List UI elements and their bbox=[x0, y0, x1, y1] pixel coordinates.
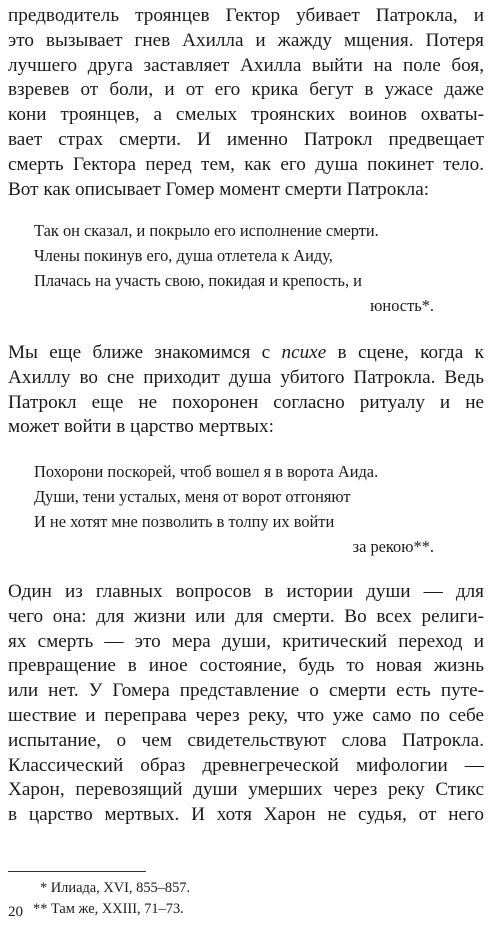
footnote-1: * Илиада, XVI, 855–857. bbox=[40, 880, 191, 896]
text-line: ях смерть — это мера души, критический переход и bbox=[8, 630, 484, 652]
paragraph-1 bbox=[8, 4, 484, 202]
verse-line: Души, тени усталых, меня от ворот отгоняют bbox=[34, 487, 351, 506]
text-line: испытание, о чем свидетельствуют слова Патрокла. bbox=[8, 729, 484, 751]
text-line: взревев от боли, и от его крика бегут в ужасе даже bbox=[8, 79, 484, 101]
footnote-divider bbox=[8, 871, 146, 872]
text-line: превращение в иное состояние, будь то новая жизнь bbox=[8, 655, 484, 677]
paragraph-2 bbox=[8, 341, 484, 440]
text-line: лучшего друга заставляет Ахилла выйти на поле боя, bbox=[8, 54, 484, 76]
page-number: 20 bbox=[8, 904, 23, 920]
paragraph-3 bbox=[8, 580, 484, 828]
text-line: предводитель троянцев Гектор убивает Патрокла, и bbox=[8, 5, 484, 26]
footnote-2: ** Там же, XXIII, 71–73. bbox=[33, 901, 184, 917]
verse-line: Похорони поскорей, чтоб вошел я в ворота Аида. bbox=[34, 462, 379, 481]
text-span: Мы еще ближе знакомимся с bbox=[8, 342, 282, 363]
text-span: в сцене, когда к bbox=[326, 342, 484, 363]
verse-line: Члены покинув его, душа отлетела к Аиду, bbox=[34, 246, 333, 265]
text-line: может войти в царство мертвых: bbox=[8, 416, 274, 438]
text-line: Вот как описывает Гомер момент смерти Патрокла: bbox=[8, 178, 430, 200]
text-line: или нет. У Гомера представление о смерти есть путе- bbox=[8, 680, 484, 702]
verse-line: Так он сказал, и покрыло его исполнение смерти. bbox=[34, 221, 379, 240]
text-line: Харон, перевозящий души умерших через реку Стикс bbox=[8, 779, 484, 801]
verse-line-end: юность*. bbox=[370, 296, 434, 315]
verse-quote-2 bbox=[34, 459, 434, 559]
text-line: Классический образ древнегреческой мифологии — bbox=[8, 754, 484, 776]
verse-line-end: за рекою**. bbox=[352, 537, 434, 556]
verse-quote-1 bbox=[34, 218, 434, 318]
verse-line: Плачась на участь свою, покидая и крепость, и bbox=[34, 271, 362, 290]
italic-term: психе bbox=[281, 342, 327, 363]
text-line: Патрокл еще не похоронен согласно ритуалу и не bbox=[8, 391, 484, 413]
text-line: кони троянцев, а смелых троянских воинов охваты- bbox=[8, 104, 484, 126]
verse-line: И не хотят мне позволить в толпу их войти bbox=[34, 512, 335, 531]
text-line bbox=[8, 341, 484, 366]
text-line: это вызывает гнев Ахилла и жажду мщения. Потеря bbox=[8, 29, 484, 51]
text-line: шествие и переправа через реку, что уже само по себе bbox=[8, 704, 484, 726]
text-line: чего она: для жизни или для смерти. Во всех религи- bbox=[8, 605, 484, 627]
text-line: смерть Гектора перед тем, как его душа покинет тело. bbox=[8, 153, 484, 175]
text-line: в царство мертвых. И хотя Харон не судья, от него bbox=[8, 804, 484, 826]
text-line: Один из главных вопросов в истории души — для bbox=[8, 581, 484, 602]
text-line: вает страх смерти. И именно Патрокл предвещает bbox=[8, 128, 484, 150]
text-line: Ахиллу во сне приходит душа убитого Патрокла. Ведь bbox=[8, 366, 484, 388]
